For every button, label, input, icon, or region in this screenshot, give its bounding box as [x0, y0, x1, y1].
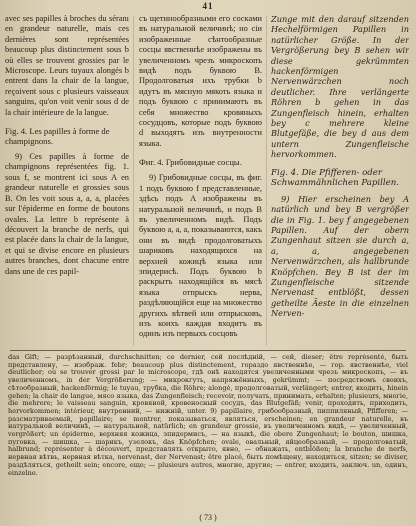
french-continuation: avec ses papilles à broches du séranı en grandeur naturelle, mais ces dernières sont représentées beaucoup plus distinctement sous b où elles se trouvent grossies par le Microscope. Leurs tuyaux alongés b entrent dans la chair de la langue, reçoivent sous c plusieurs vaisseaux sanguins, qu'on voit venir sous d de la chair intérieure de la langue. — [5, 14, 129, 117]
french-column — [5, 14, 129, 354]
german-paragraph: 9) Hier erscheinen bey A natürlich und bey B vergrößer die in Fig. 1. bey f angegebenen Papillen. Auf der obern Zungenhaut sitzen sie durch a, a, a, angegebenen Nervenwärzchen, als hallbrunde Knöpfchen. Bey B ist der im Zungenfleische sitzende Nervenast entblößt, dessen getheilte Äeste in die einzelnen Nerven- — [271, 193, 409, 319]
french-figure-caption: Fig. 4. Les papilles à forme de champignons. — [5, 126, 110, 147]
russian-figure-caption: Фиг. 4. Грибовидные сосцы. — [139, 157, 242, 168]
page-number: 41 — [202, 1, 214, 11]
footnote-text: das Gift; — разрѣзанный, durchschnitten; ce dernier, сей послѣдній, — сей, dieser; être représenté, быть представлену, — изображ. febr; beaucoup plus distinctement, гораздо явственнѣе, — гор. явственнѣе, viel deutlicher; où se trouver grossi par le microscope, гдѣ онѣ находятся увеличенными чрезъ микроскопъ, — въ увеличенномъ, in der Vergrößerung; — микрокгуть, напряжённыхъ, gekrümmt; — посредствомъ своихъ, сѣтообразный, hackenförmig; le tuyau, трубка, die Röhre; alongé, продолговатый, verlängert; entrer, входить, hinein gehen; la chair de langue, мясо языка, das Zungenfleisch; recevoir, получать, принимать, erhalten; plusieurs, многіе, die mehrere; le vaisseau sanguin, кровяной, кровеносный сосудъ, das Blutgefäß; venir, проходить, приходить, hervorkommen; intérieur, внутренний, — нижній, unter. 9) papillaire, грибообразный, пиппиляный, Pfifferen; — разсматриваемый, papillaire; se montrer, показываться, являться, erscheinen; en grandeur naturelle, въ натуральной величинѣ, — натуральной, natürlich; en grandeur grossie, въ увеличенномъ видѣ, — увеличенный, vergrößert; un épiderme, верхняя кожица, эпидермисъ, — на языкѣ, die obere Zungenhaut; le bouton, шишка, пуговка, — шишка, — шарикъ, узелокъ, das Knöpfchen; ovale, овальный, яйцеобразный, — продолговатый, halbrund; représenter à découvert, представлять открыто, явно, — обнажать, entblößen; la branche de nerfs, нервная вѣтвь, нервная вѣтка, nervenast, der Nervenast; être placé, быть помѣщену, находиться, sitzen; se diviser, раздѣляться, getheilt sein; encore, еще; — plusieurs autres, многие, другие; — entrer, входить, заключ. un, одинъ, einzelne. — [8, 354, 408, 477]
french-paragraph: 9) Ces papilles à forme de champignons représentées fig. 1. sous f, se montrent ici sous A en grandeur naturelle et grossies sous B. On les voit sous a, a, a, placées sur l'épiderme en forme de boutons ovales. La lettre b représente à découvert la branche de nerfs, qui est placée dans la chair de la langue, et qui se divise encore en plusieurs autres branches, dont chacune entre dans une de ces papil- — [5, 152, 129, 276]
russian-column — [139, 14, 262, 354]
russian-paragraph: 9) Грибовидные сосцы, въ фиг. 1 подъ буквою f представленные, здѣсь подъ A изображены въ натуральной величинѣ, и подъ B въ увеличенномъ видѣ. Подъ буквою a, a, a, показываются, какъ они въ видѣ продолговатыхъ шариковъ находящихся на верхней кожицѣ языка или эпидерисѣ. Подъ буквою b раскрытъ находящійся въ мясѣ языка отпрыскъ нерва, раздѣляющійся еще на множество другихъ вѣтвей или отпрысковъ, изъ коихъ каждая входитъ въ одинъ изъ первыхъ сосцовъ — [139, 173, 262, 339]
german-column — [271, 14, 409, 354]
footnote-rule — [10, 350, 406, 351]
column-divider — [266, 16, 267, 346]
footnote — [8, 354, 408, 504]
german-continuation: Zunge mit den darauf sitzenden Hechelförmigen Papillen in natürlicher Größe. In der Vergrößerung bey B sehen wir diese gekrümmten hackenförmigen Nervenwärzchen noch deutlicher. Ihre verlängerte Röhren b gehen in das Zungenfleisch hinein, erhalten bey c mehrere kleine Blutgefäße, die bey d aus dem untern Zungenfleische hervorkommen. — [271, 14, 409, 160]
column-divider — [133, 16, 134, 346]
russian-continuation: съ щетинообразными его сосками въ натуральной величинѣ; но сіи изображенные сѣнтообразные сосцы явственнѣе изображены въ увеличенномъ чрезъ микроскопъ видѣ подъ буквою B. Продолговатыя ихъ трубки b идутъ въ мясную мякоть языка и подъ буквою с принимаютъ въ себя множество кровяныхъ сосудцовъ, которые подъ буквою d выходятъ изъ внутренности языка. — [139, 14, 262, 148]
german-figure-caption: Fig. 4. Die Pfifferen- oder Schwammähnlichen Papillen. — [271, 167, 400, 188]
folio: ( 73 ) — [199, 513, 217, 522]
